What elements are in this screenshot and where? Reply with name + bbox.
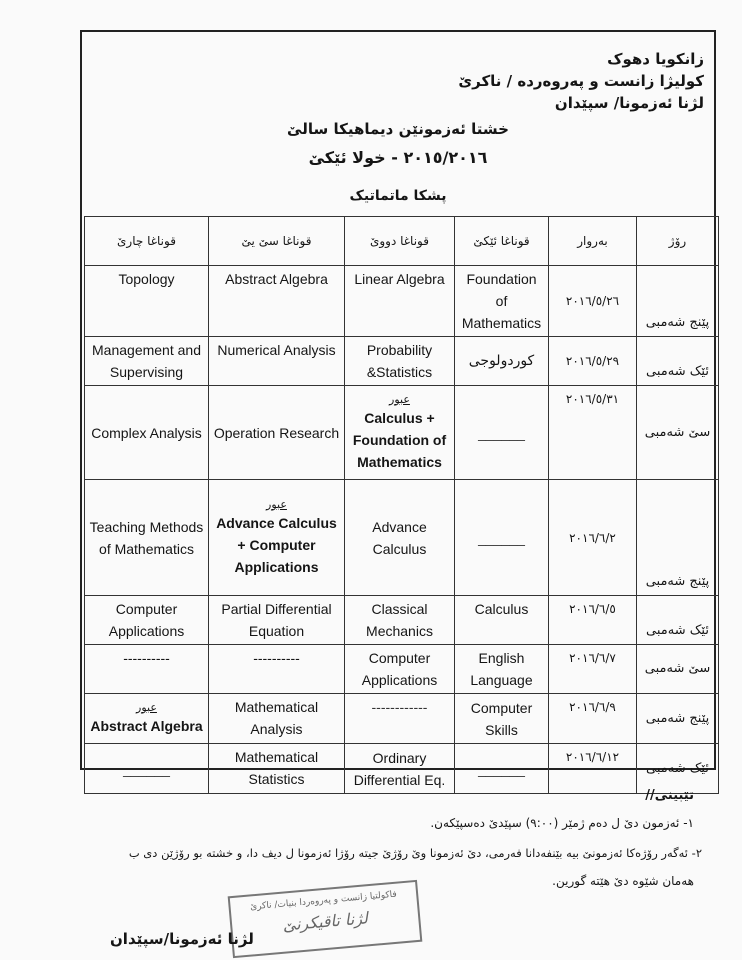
exam-schedule-table [84,216,719,794]
committee-stamp [228,880,423,958]
table-header-row [85,217,719,266]
cell-stage4: Topology [85,266,209,337]
table-row [85,645,719,694]
cell-stage2: Ordinary Differential Eq. [345,744,455,794]
table-row [85,596,719,645]
transfer-label: عبور [266,497,287,511]
note-item-1: ١- ئەزمون دێ ل دەم ژمێر (٩:٠٠) سپێدێ دەسپێکەن. [430,816,694,830]
stamp-line-1: فاکولتیا زانست و پەروەردا بنیات/ ناکرێ [249,889,398,913]
cell-stage4: Computer Applications [85,596,209,645]
header-stage2: قوناغا دووێ [345,217,455,266]
cell-date: ٢٠١٦/٥/٢٦ [549,266,637,337]
cell-day: ئێک شەمبی [637,596,719,645]
cell-date: ٢٠١٦/٦/٥ [549,596,637,645]
header-stage1: قوناغا ئێکێ [455,217,549,266]
cell-stage2: Computer Applications [345,645,455,694]
cell-day: ئێک شەمبی [637,337,719,386]
cell-date: ٢٠١٦/٦/١٢ [549,744,637,794]
schedule-title: خشتا ئەزمونێن دیماهیکا سالێ [287,120,509,138]
cell-stage3-transfer [209,480,345,596]
table-row [85,337,719,386]
cell-stage3: Mathematical Analysis [209,694,345,744]
cell-stage3: Partial Differential Equation [209,596,345,645]
cell-stage4-transfer [85,694,209,744]
transfer-course: Abstract Algebra [90,717,203,734]
cell-stage1: ______ [455,386,549,480]
cell-stage2: Linear Algebra [345,266,455,337]
transfer-course: Calculus + Foundation of Mathematics [352,409,447,470]
cell-stage1: ______ [455,744,549,794]
cell-day: پێنج شەمبی [637,266,719,337]
cell-stage2: Classical Mechanics [345,596,455,645]
cell-date: ٢٠١٦/٦/٩ [549,694,637,744]
academic-year: ٢٠١٥/٢٠١٦ - خولا ئێکێ [308,148,488,167]
cell-stage2: ------------ [345,694,455,744]
cell-stage4: Management and Supervising [85,337,209,386]
cell-day: پێنج شەمبی [637,694,719,744]
cell-day: سێ شەمبی [637,386,719,480]
cell-day: پێنج شەمبی [637,480,719,596]
cell-stage3: ---------- [209,645,345,694]
table-row [85,386,719,480]
cell-stage2: Advance Calculus [345,480,455,596]
committee-signature: لژنا ئەزمونا/سپێدان [110,930,254,948]
note-item-2-continued: هەمان شێوە دێ هێتە گورین. [552,874,694,888]
table-row [85,694,719,744]
cell-stage1: Calculus [455,596,549,645]
transfer-label: عبور [136,700,157,714]
header-stage3: قوناغا سێ یێ [209,217,345,266]
exam-committee: لژنا ئەزمونا/ سپێدان [554,94,704,112]
cell-date: ٢٠١٦/٦/٢ [549,480,637,596]
cell-stage1: Computer Skills [455,694,549,744]
university-name: زانکویا دهوک [607,50,704,68]
cell-stage1: Foundation of Mathematics [455,266,549,337]
cell-stage4: ---------- [85,645,209,694]
table-row [85,266,719,337]
department-name: پشکا ماتماتیک [349,188,447,204]
cell-stage1: English Language [455,645,549,694]
note-item-2: ٢- ئەگەر رۆژەکا ئەزمونێ بیە بێنفەدانا فەرمی، دێ ئەزمونا وێ رۆژێ جیتە رۆژا ئەزمونا ل دیف دا، و خشتە بو رۆژێن دی ب [128,846,702,860]
header-date: بەروار [549,217,637,266]
cell-stage2-transfer [345,386,455,480]
cell-day: سێ شەمبی [637,645,719,694]
cell-stage1: کوردولوجی [455,337,549,386]
transfer-label: عبور [389,392,410,406]
cell-date: ٢٠١٦/٥/٣١ [549,386,637,480]
cell-day: ئێک شەمبی [637,744,719,794]
cell-stage2: Probability &Statistics [345,337,455,386]
cell-date: ٢٠١٦/٥/٢٩ [549,337,637,386]
cell-stage3: Operation Research [209,386,345,480]
cell-stage4: ______ [85,744,209,794]
cell-stage4: Teaching Methods of Mathematics [85,480,209,596]
header-stage4: قوناغا چارێ [85,217,209,266]
table-row [85,744,719,794]
cell-stage3: Abstract Algebra [209,266,345,337]
cell-stage4: Complex Analysis [85,386,209,480]
cell-stage1: ______ [455,480,549,596]
cell-stage3: Numerical Analysis [209,337,345,386]
stamp-line-2: لژنا تاقیکرنێ [281,908,369,935]
header-day: رۆژ [637,217,719,266]
college-name: کولیژا زانست و پەروەردە / ناکرێ [458,72,704,90]
notes-title: تێبینی// [645,788,694,803]
cell-stage3: Mathematical Statistics [209,744,345,794]
transfer-course: Advance Calculus + Computer Applications [216,514,337,575]
table-row [85,480,719,596]
cell-date: ٢٠١٦/٦/٧ [549,645,637,694]
